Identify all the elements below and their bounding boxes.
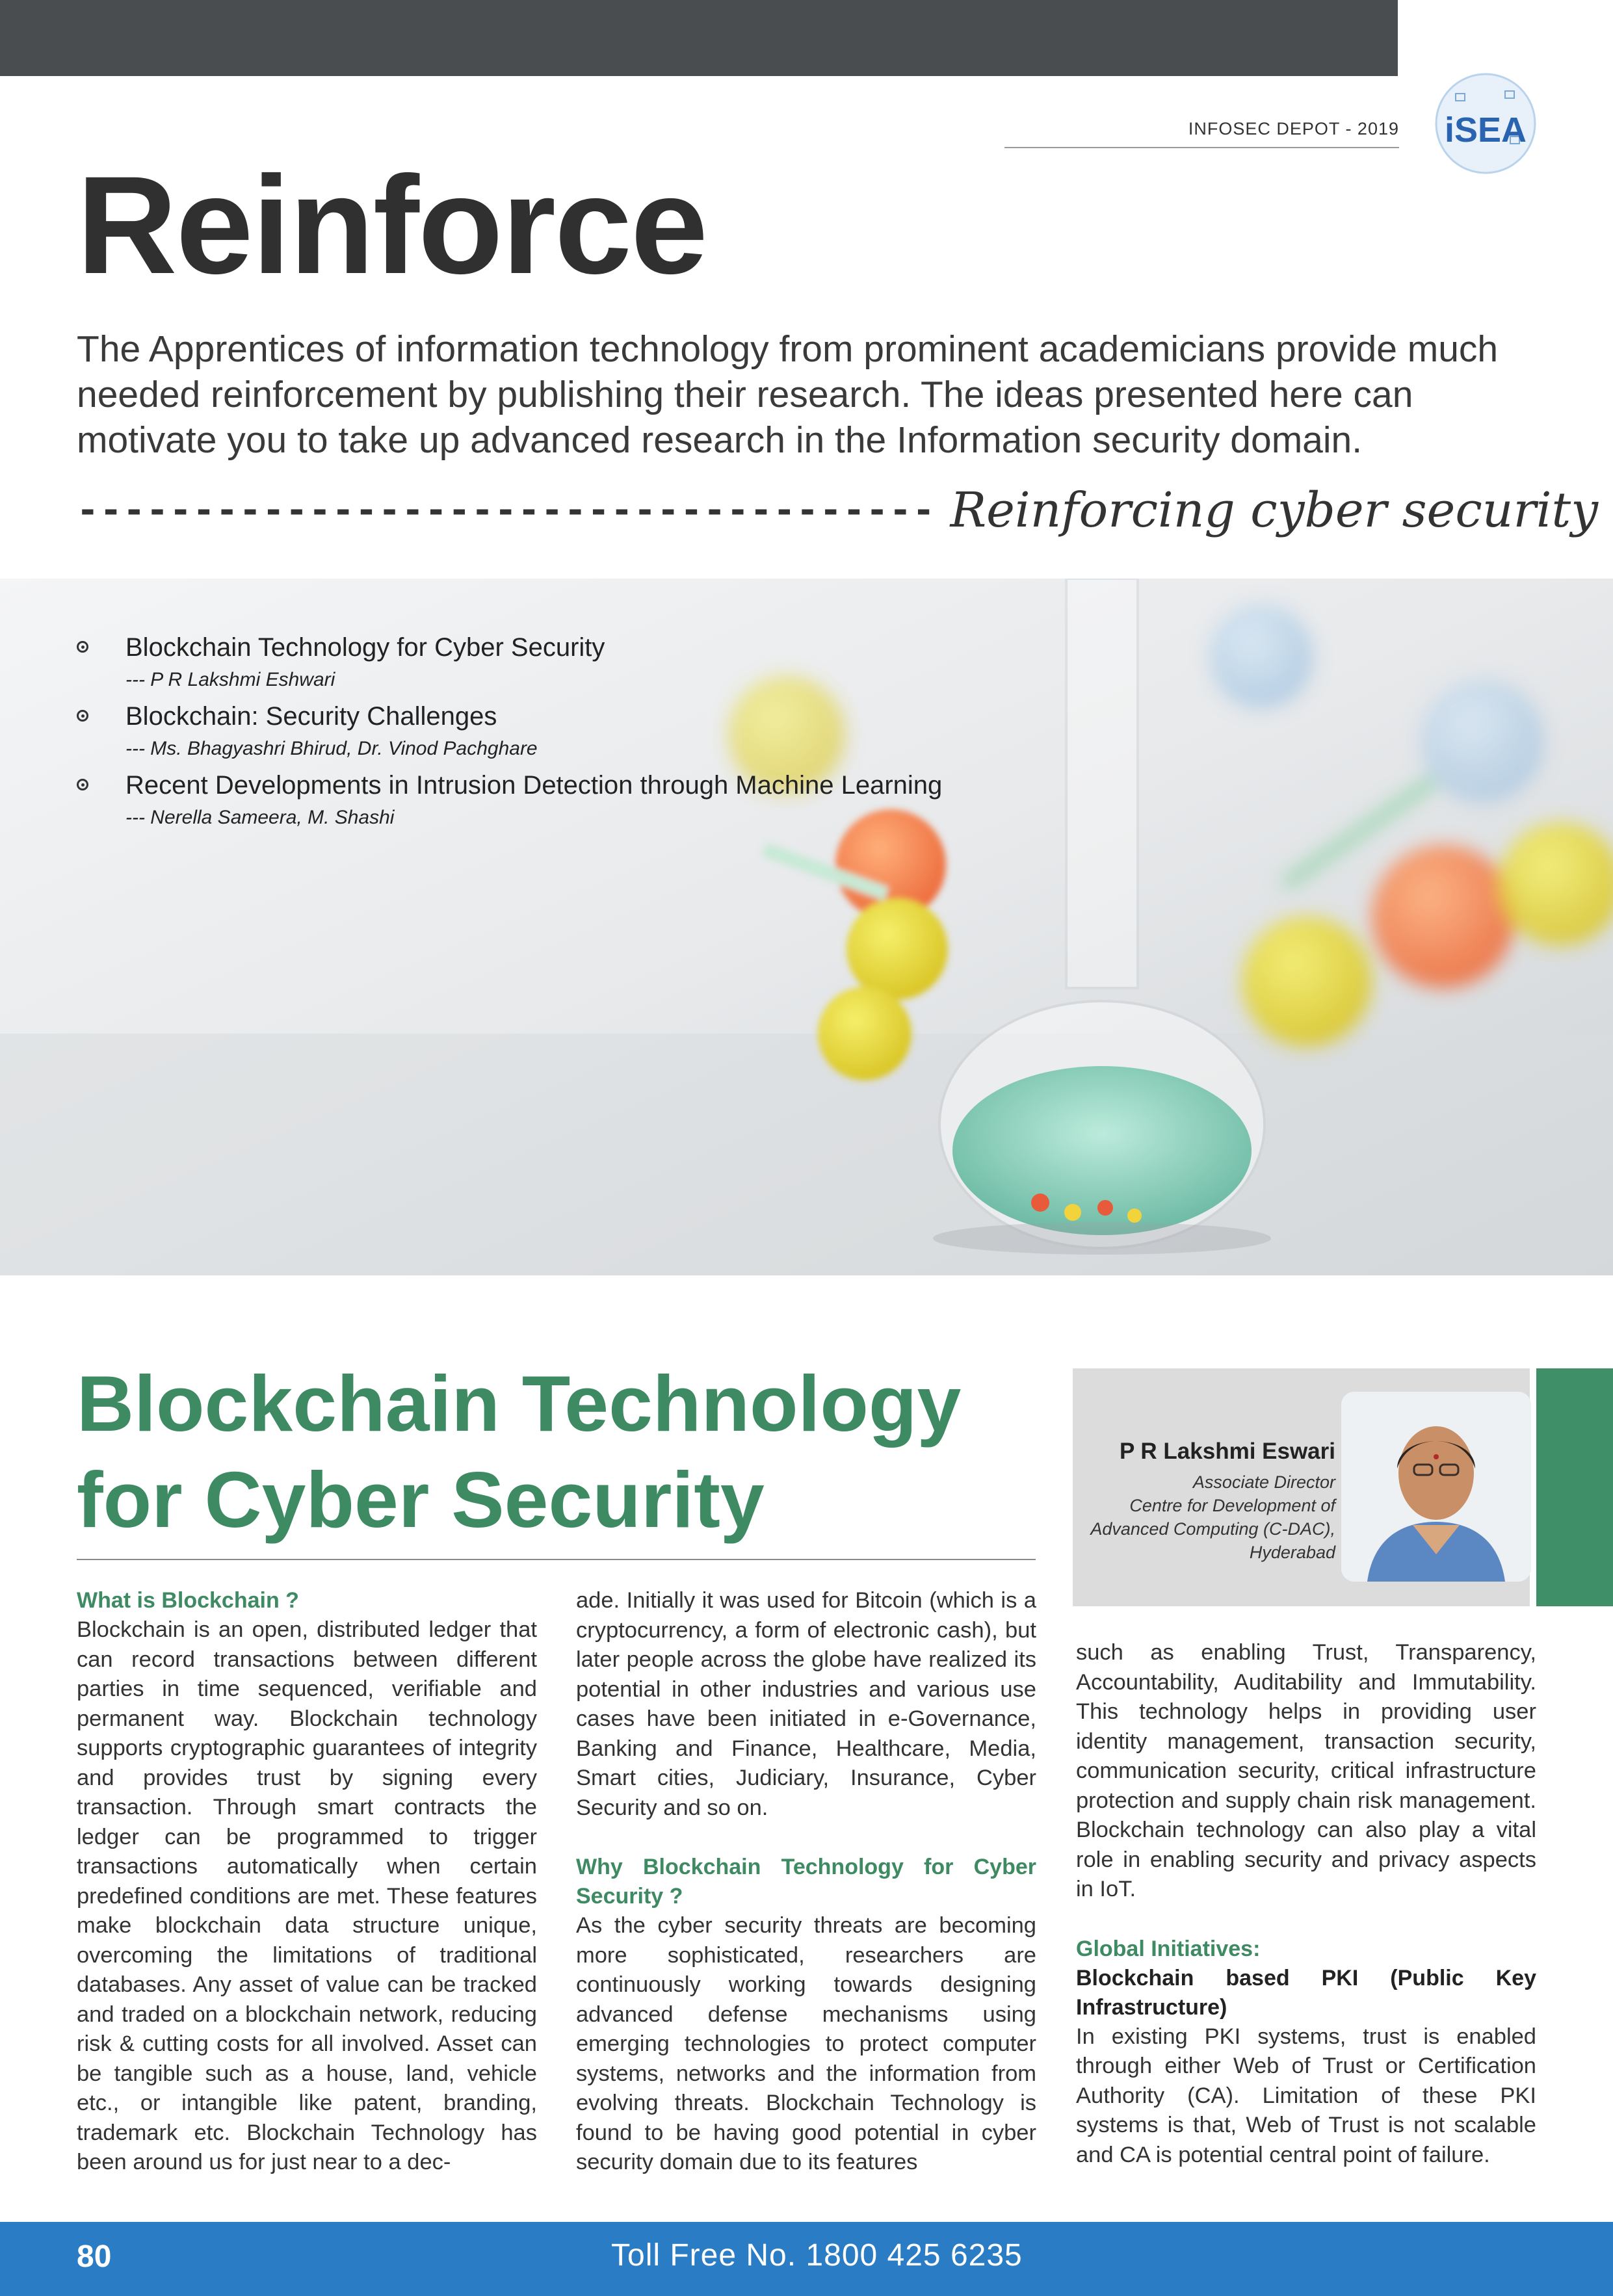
article-column-3 — [1076, 1638, 1536, 2170]
circle-bullet-icon — [77, 641, 88, 653]
section-title: Reinforce — [77, 148, 707, 303]
author-photo — [1341, 1392, 1531, 1582]
subheading-secondary: Blockchain based PKI (Public Key Infrastructure) — [1076, 1965, 1536, 2020]
body-paragraph: As the cyber security threats are becoming more sophisticated, researchers are continuously working towards designing advanced defense mechanisms using emerging technologies to protect computer systems, networks and the information from evolving threats. Blockchain Technology is found to be having good potential in cyber security domain due to its features — [576, 1913, 1036, 2174]
list-item[interactable] — [77, 698, 1182, 735]
author-role-line: Centre for Development of — [1129, 1496, 1335, 1515]
list-item-author: --- P R Lakshmi Eshwari — [125, 669, 335, 690]
tagline-dashes: ------------------------------------- — [77, 489, 936, 532]
title-rule — [77, 1559, 1036, 1560]
toll-free-number: Toll Free No. 1800 425 6235 — [611, 2238, 1023, 2273]
list-item-title: Blockchain Technology for Cyber Security — [125, 633, 605, 662]
list-item[interactable] — [77, 629, 1182, 666]
article-title-line: Blockchain Technology — [77, 1359, 962, 1448]
isea-logo — [1434, 72, 1538, 176]
author-role — [1073, 1470, 1335, 1564]
subheading: Global Initiatives: — [1076, 1936, 1261, 1961]
tagline-row — [77, 482, 1599, 545]
top-bar — [0, 0, 1398, 76]
tagline: Reinforcing cyber security — [950, 482, 1599, 538]
list-item[interactable] — [77, 767, 1182, 803]
subheading: Why Blockchain Technology for Cyber Security ? — [576, 1855, 1036, 1909]
body-paragraph: In existing PKI systems, trust is enabled through either Web of Trust or Certification Authority (CA). Limitation of these PKI systems is that, Web of Trust is not scalable and CA is potential central point of failure. — [1076, 2024, 1536, 2167]
author-role-line: Associate Director — [1192, 1472, 1335, 1492]
article-title-line: for Cyber Security — [77, 1455, 765, 1544]
subheading: What is Blockchain ? — [77, 1588, 299, 1613]
article-column-2 — [576, 1586, 1036, 2178]
issue-label: INFOSEC DEPOT - 2019 — [1188, 119, 1399, 138]
page-number: 80 — [77, 2239, 112, 2274]
circle-bullet-icon — [77, 710, 88, 722]
list-item-title: Blockchain: Security Challenges — [125, 702, 497, 731]
body-paragraph: Blockchain is an open, distributed ledger that can record transactions between different parties in time sequenced, verifiable and permanent way. Blockchain technology supports cryptographic guarantees of integrity and provides trust by signing every transaction. Through smart contracts the ledger can be programmed to trigger transactions automatically when certain predefined conditions are met. These features make blockchain data structure unique, overcoming the limitations of traditional databases. Any asset of value can be tracked and traded on a blockchain network, reducing risk & cutting costs for all involved. Asset can be tangible such as a house, land, vehicle etc., or intangible like patent, branding, trademark etc. Blockchain Technology has been around us for just near to a dec- — [77, 1617, 537, 2174]
author-accent-bar — [1536, 1368, 1613, 1606]
article-title — [77, 1355, 1052, 1548]
list-item-author: --- Nerella Sameera, M. Shashi — [125, 807, 395, 828]
svg-text:iSEA: iSEA — [1444, 111, 1527, 150]
article-list — [77, 629, 1182, 836]
list-item-author: --- Ms. Bhagyashri Bhirud, Dr. Vinod Pachghare — [125, 738, 538, 759]
body-paragraph: ade. Initially it was used for Bitcoin (which is a cryptocurrency, a form of electronic cash), but later people across the globe have realized its potential in other industries and various use cases have been initiated in e-Governance, Banking and Finance, Healthcare, Media, Smart cities, Judiciary, Insurance, Cyber Security and so on. — [576, 1588, 1036, 1820]
author-role-line: Hyderabad — [1249, 1543, 1335, 1562]
article-column-1 — [77, 1586, 537, 2178]
header-rule — [1004, 147, 1399, 148]
author-role-line: Advanced Computing (C-DAC), — [1090, 1519, 1335, 1539]
intro-paragraph: The Apprentices of information technology from prominent academicians provide much needed reinforcement by publishing their research. The ideas presented here can motivate you to take up advanced research in the Information security domain. — [77, 328, 1499, 461]
author-name: P R Lakshmi Eswari — [1119, 1439, 1335, 1464]
list-item-title: Recent Developments in Intrusion Detection through Machine Learning — [125, 771, 943, 800]
body-paragraph: such as enabling Trust, Transparency, Accountability, Auditability and Immutability. This technology helps in providing user identity management, transaction security, communication security, critical infrastructure protection and supply chain risk management. Blockchain technology can also play a vital role in enabling security and privacy aspects in IoT. — [1076, 1640, 1536, 1901]
circle-bullet-icon — [77, 779, 88, 790]
